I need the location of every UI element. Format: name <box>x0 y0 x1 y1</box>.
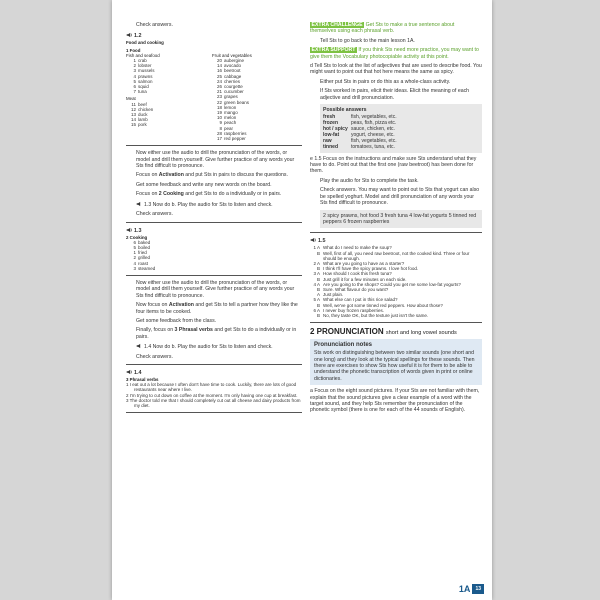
dialogue-line: B Well, we've got some tinned red peppers. How about those? <box>316 302 443 308</box>
answer-row: tinned tomatoes, tuna, etc. <box>323 143 395 150</box>
divider <box>126 412 302 413</box>
vocab-item: 18 lemon <box>216 104 237 110</box>
answer-row: frozen peas, fish, pizza etc. <box>323 119 397 126</box>
speaker-icon <box>136 343 143 349</box>
vocab-item: 5 boiled <box>133 244 151 250</box>
vocab-item: 7 tuna <box>133 89 147 95</box>
paragraph: Get some feedback and write any new words on the board. <box>136 181 272 188</box>
possible-answers-heading: Possible answers <box>323 107 367 114</box>
paragraph: 1.3 Now do b. Play the audio for Sts to listen and check. <box>136 201 302 208</box>
paragraph: Finally, focus on 3 Phrasal verbs and get Sts to do a individually or in pairs. <box>136 327 297 340</box>
vocab-item: 14 avocado <box>216 63 242 69</box>
paragraph: Tell Sts to go back to the main lesson 1A. <box>320 37 415 44</box>
vocab-item: 21 cucumber <box>216 89 244 95</box>
paragraph-d: d Tell Sts to look at the list of adjectives that are used to describe food. You might want to point out that hot here means the same as spicy. <box>310 63 482 76</box>
e-answers-box <box>320 210 482 229</box>
seafood-list <box>126 58 206 94</box>
divider <box>126 145 302 146</box>
paragraph: Now focus on Activation and get Sts to tell a partner how they like the four items to be cooked. <box>136 302 298 315</box>
right-column <box>310 22 482 417</box>
divider <box>310 322 482 323</box>
seafood-heading: Fish and seafood <box>126 52 160 58</box>
divider <box>126 222 302 223</box>
vocab-lists <box>126 53 302 141</box>
vocab-item: 10 melon <box>216 115 237 121</box>
vocab-item: 2 lobster <box>133 63 152 69</box>
paragraph: Focus on 2 Cooking and get Sts to do a individually or in pairs. <box>136 191 282 198</box>
audio-1-3-subtitle: 2 Cooking <box>126 234 148 240</box>
vocab-item: 16 beetroot <box>216 68 241 74</box>
vocab-item: 4 roast <box>133 260 149 266</box>
dialogue-line: 4 A Are you going to the shops? Could you get me some low-fat yogurts? <box>313 281 461 287</box>
dialogue-line: B Just grill it for a few minutes on each side. <box>316 276 407 282</box>
check-answers-text: Check answers. <box>136 211 173 218</box>
check-answers-text: Check answers. <box>136 353 173 360</box>
fruit-veg-list <box>212 58 292 141</box>
extra-support: EXTRA SUPPORT If you think Sts need more practice, you may want to give them the Vocabulary photocopiable activity at this point. <box>310 47 479 60</box>
answer-row: raw fish, vegetables, etc. <box>323 137 397 144</box>
pronunciation-notes-title: Pronunciation notes <box>314 342 373 349</box>
left-column <box>126 22 302 417</box>
paragraph-a: a Focus on the eight sound pictures. If your Sts are not familiar with them, explain that the sound pictures give a clear example of a word with the target sound, and they help Sts remember the pronunciation of the phonetic symbol (there is one for each of the 44 sounds of English). <box>310 388 480 414</box>
vocab-item: 26 courgette <box>216 84 243 90</box>
divider <box>126 364 302 365</box>
vocab-item: 23 grapes <box>216 94 238 100</box>
vocab-item: 14 lamb <box>130 117 148 123</box>
speaker-icon <box>126 32 133 38</box>
page-number: 13 <box>472 584 484 594</box>
answer-row: low-fat yogurt, cheese, etc. <box>323 131 395 138</box>
paragraph: Check answers. You may want to point out to Sts that yogurt can also be spelled yoghurt. Model and drill pronunciation of any words your Sts find difficult to pronounce. <box>320 187 480 207</box>
fv-heading: Fruit and vegetables <box>212 52 252 58</box>
speaker-icon <box>126 369 133 375</box>
phrasal-sentence: 1 I eat out a lot because I often don't have time to cook. Luckily, there are lots of good restaurants near where I live. <box>126 382 297 393</box>
vocab-item: 28 raspberries <box>216 130 247 136</box>
paragraph: Focus on Activation and put Sts in pairs to discuss the questions. <box>136 172 288 179</box>
vocab-item: 25 cabbage <box>216 73 242 79</box>
vocab-item: 5 salmon <box>133 78 153 84</box>
food-heading: 1 Food <box>126 47 141 53</box>
paragraph: Now either use the audio to drill the pronunciation of the words, or model and drill them yourself. Give further practice of any words your Sts find difficult to pronounce. <box>136 279 295 299</box>
dialogue-line: B Well, first of all, you need raw beetroot, not the cooked kind. Three or four should be enough. <box>316 250 470 261</box>
pronunciation-notes-text: Sts work on distinguishing between two similar sounds (one short and one long) and they look at the typical spellings for these sounds. Then there are exercises to show Sts how useful it is for them to be able to understand the phonetic transcription of words given in print or online dictionaries. <box>314 350 475 382</box>
speaker-icon <box>310 237 317 243</box>
divider <box>126 275 302 276</box>
phrasal-sentence: 2 I'm trying to cut down on coffee at the moment. I'm only having one cup at breakfast. <box>126 392 298 398</box>
vocab-item: 12 chicken <box>130 106 154 112</box>
dialogue-line: 3 A How should I cook this fresh tuna? <box>313 271 392 277</box>
answers-table <box>323 114 399 150</box>
dialogue-line: B Sure. What flavour do you want? <box>316 286 389 292</box>
dialogue-line: B No, they taste OK, but the texture just isn't the same. <box>316 312 429 318</box>
audio-1-4-subtitle: 3 Phrasal verbs <box>126 377 159 382</box>
meat-list <box>126 102 206 128</box>
check-answers-text: Check answers. <box>136 22 173 28</box>
dialogue-line: 1 A What do I need to make the soup? <box>313 245 392 251</box>
vocab-item: 11 beef <box>131 101 147 107</box>
divider <box>310 232 482 233</box>
vocab-item: 15 pork <box>130 122 147 128</box>
vocab-item: 6 squid <box>133 84 149 90</box>
phrasal-verbs-list <box>126 382 302 408</box>
vocab-item: 19 mango <box>216 110 238 116</box>
speaker-icon <box>126 227 133 233</box>
vocab-item: 3 mussels <box>133 68 155 74</box>
audio-1-2-heading: 1.2 <box>126 32 302 40</box>
pronunciation-notes-box <box>310 339 482 385</box>
vocab-item: 1 fried <box>133 250 147 256</box>
audio-1-3-heading: 1.3 <box>126 227 302 235</box>
audio-1-5-heading: 1.5 <box>310 237 482 245</box>
vocab-item: 3 steamed <box>133 265 156 271</box>
paragraph: 1.4 Now do b. Play the audio for Sts to listen and check. <box>136 343 302 350</box>
dialogue-line: 5 A What else can I put in this rice salad? <box>313 297 398 303</box>
pronunciation-heading: 2 PRONUNCIATION short and long vowel sounds <box>310 327 457 337</box>
meat-heading: Meat <box>126 96 136 102</box>
unit-label: 1A <box>458 584 471 594</box>
vocab-item: 13 duck <box>130 112 148 118</box>
paragraph: Get some feedback from the class. <box>136 317 217 324</box>
speaker-icon <box>136 201 143 207</box>
answer-row: fresh fish, vegetables, etc. <box>323 113 397 120</box>
vocab-item: 9 peach <box>219 120 237 126</box>
vocab-item: 20 aubergine <box>216 58 245 64</box>
vocab-item: 17 red pepper <box>216 136 246 142</box>
phrasal-sentence: 3 The doctor told me that I should completely cut out all cheese and dairy products from my diet. <box>126 397 301 409</box>
vocab-item: 22 green beans <box>216 99 250 105</box>
paragraph: Now either use the audio to drill the pronunciation of the words, or model and drill them yourself. Give further practice of any words your Sts find difficult to pronounce. <box>136 150 295 170</box>
audio-1-2-subtitle: Food and cooking <box>126 40 164 46</box>
textbook-page <box>112 0 492 600</box>
audio-1-4-heading: 1.4 <box>126 369 302 377</box>
dialogue-line: A Just plain. <box>316 292 344 298</box>
answer-row: hot / spicy sauce, chicken, etc. <box>323 125 395 132</box>
paragraph: Either put Sts in pairs or do this as a whole-class activity. <box>320 78 451 85</box>
page-footer <box>459 584 484 594</box>
vocab-item: 1 crab <box>133 58 147 64</box>
vocab-item: 6 baked <box>133 239 151 245</box>
e-answers: 2 spicy prawns, hot food 3 fresh tuna 4 low-fat yogurts 5 tinned red peppers 6 frozen raspberries <box>323 212 477 225</box>
vocab-item: 2 grilled <box>133 255 151 261</box>
possible-answers-box <box>320 104 482 153</box>
extra-support-tag: EXTRA SUPPORT <box>311 47 356 54</box>
cooking-list <box>126 240 302 271</box>
dialogue-line: B I think I'll have the spicy prawns. I love hot food. <box>316 266 419 272</box>
extra-challenge: EXTRA CHALLENGE Get Sts to make a true sentence about themselves using each phrasal verb. <box>310 22 455 35</box>
paragraph: Play the audio for Sts to complete the task. <box>320 177 419 184</box>
extra-challenge-tag: EXTRA CHALLENGE <box>311 22 363 28</box>
vocab-item: 24 cherries <box>216 78 241 84</box>
dialogue-line: 6 A I never buy frozen raspberries. <box>313 307 385 313</box>
dialogue-line: 2 A What are you going to have as a starter? <box>313 260 405 266</box>
paragraph-e: e 1.5 Focus on the instructions and make sure Sts understand what they have to do. Point out that the first one (raw beetroot) has been done for them. <box>310 155 477 175</box>
vocab-item: 8 pear <box>219 125 234 131</box>
vocab-item: 4 prawns <box>133 73 153 79</box>
paragraph: If Sts worked in pairs, elicit their ideas. Elicit the meaning of each adjective and drill pronunciation. <box>320 88 470 101</box>
dialogue-list <box>310 245 482 318</box>
